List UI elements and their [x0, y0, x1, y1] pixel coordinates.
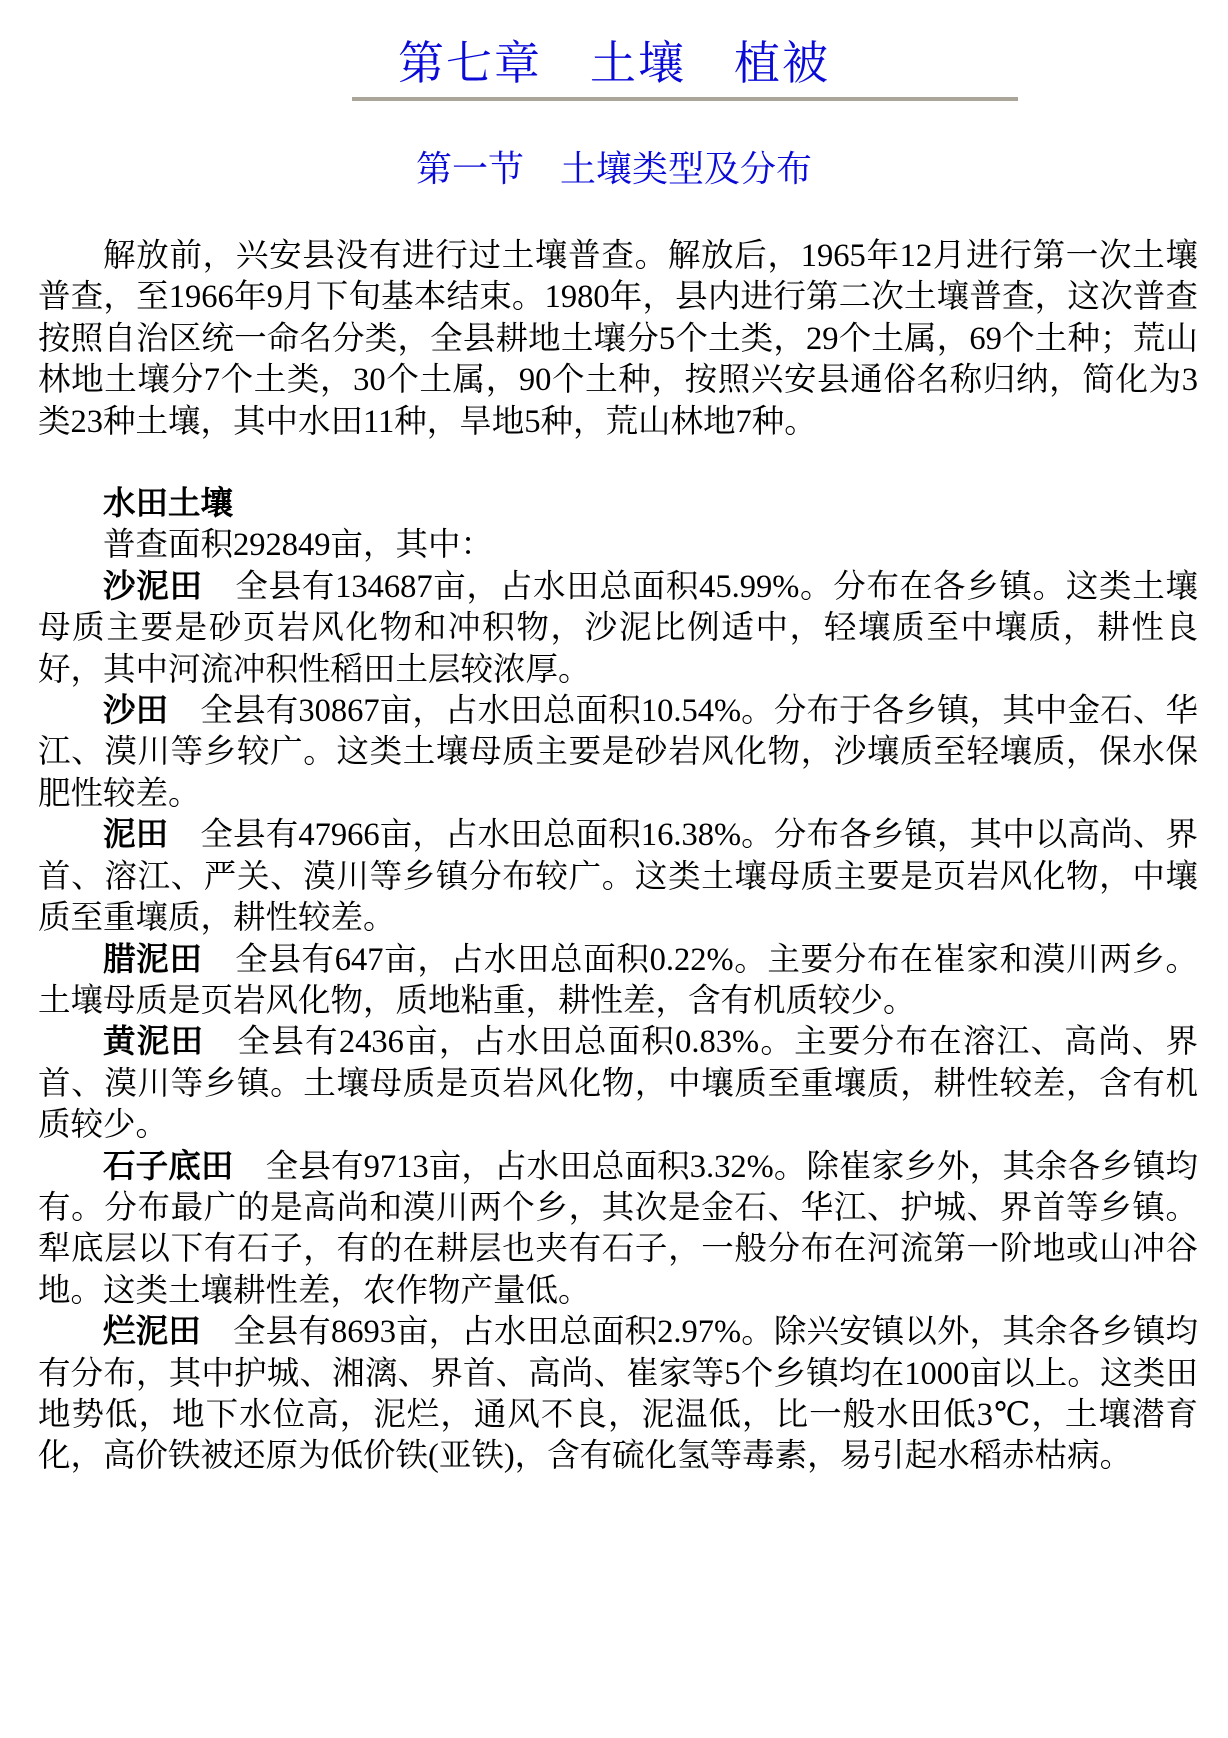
soil-type-name: 腊泥田: [103, 941, 203, 978]
section-title: 第一节 土壤类型及分布: [415, 149, 812, 189]
soil-type-description: 全县有134687亩，占水田总面积45.99%。分布在各乡镇。这类土壤母质主要是砂页岩风化物和冲积物，沙泥比例适中，轻壤质至中壤质，耕性良好，其中河流冲积性稻田土层较浓厚。: [38, 568, 1198, 688]
intro-paragraph: 解放前，兴安县没有进行过土壤普查。解放后，1965年12月进行第一次土壤普查，至1966年9月下旬基本结束。1980年，县内进行第二次土壤普查，这次普查按照自治区统一命名分类，全县耕地土壤分5个土类，29个土属，69个土种；荒山林地土壤分7个土类，30个土属，90个土种，按照兴安县通俗名称归纳，简化为3类23种土壤，其中水田11种，旱地5种，荒山林地7种。: [38, 238, 1198, 440]
soil-type-description: 全县有9713亩，占水田总面积3.32%。除崔家乡外，其余各乡镇均有。分布最广的是高尚和漠川两个乡，其次是金石、华江、护城、界首等乡镇。犁底层以下有石子，有的在耕层也夹有石子，一般分布在河流第一阶地或山冲谷地。这类土壤耕性差，农作物产量低。: [38, 1148, 1198, 1309]
soil-type-description: 全县有8693亩，占水田总面积2.97%。除兴安镇以外，其余各乡镇均有分布，其中护城、湘漓、界首、高尚、崔家等5个乡镇均在1000亩以上。这类田地势低，地下水位高，泥烂，通风不良，泥温低，比一般水田低3℃，土壤潜育化，高价铁被还原为低价铁(亚铁)，含有硫化氢等毒素，易引起水稻赤枯病。: [38, 1314, 1198, 1475]
soil-type-description: 全县有30867亩，占水田总面积10.54%。分布于各乡镇，其中金石、华江、漠川等乡较广。这类土壤母质主要是砂岩风化物，沙壤质至轻壤质，保水保肥性较差。: [38, 693, 1198, 812]
paragraph-spacer: [38, 443, 1198, 484]
subsection-heading: 水田土壤: [103, 486, 234, 523]
soil-type-name: 石子底田: [103, 1148, 234, 1185]
subsection-summary: 普查面积292849亩，其中：: [103, 527, 494, 564]
soil-type-description: 全县有47966亩，占水田总面积16.38%。分布各乡镇，其中以高尚、界首、溶江、严关、漠川等乡镇分布较广。这类土壤母质主要是页岩风化物，中壤质至重壤质，耕性较差。: [38, 817, 1198, 937]
document-body: [38, 236, 1198, 1478]
soil-type-paragraph: [38, 940, 1198, 1023]
soil-type-paragraph: [38, 815, 1198, 939]
soil-type-paragraph: [38, 1147, 1198, 1313]
title-divider: [352, 97, 1018, 101]
chapter-title: 第七章 土壤 植被: [398, 38, 830, 89]
soil-type-description: 全县有2436亩，占水田总面积0.83%。主要分布在溶江、高尚、界首、漠川等乡镇。土壤母质是页岩风化物，中壤质至重壤质，耕性较差，含有机质较少。: [38, 1024, 1198, 1144]
soil-type-name: 泥田: [103, 817, 169, 854]
soil-type-name: 沙泥田: [103, 568, 203, 605]
soil-type-name: 黄泥田: [103, 1024, 205, 1061]
soil-type-paragraph: [38, 691, 1198, 815]
soil-type-paragraph: [38, 1312, 1198, 1478]
soil-type-paragraph: [38, 567, 1198, 691]
soil-type-name: 烂泥田: [103, 1314, 201, 1351]
soil-type-paragraph: [38, 1022, 1198, 1146]
soil-type-name: 沙田: [103, 693, 169, 730]
soil-type-description: 全县有647亩，占水田总面积0.22%。主要分布在崔家和漠川两乡。土壤母质是页岩风化物，质地粘重，耕性差，含有机质较少。: [38, 941, 1198, 1019]
